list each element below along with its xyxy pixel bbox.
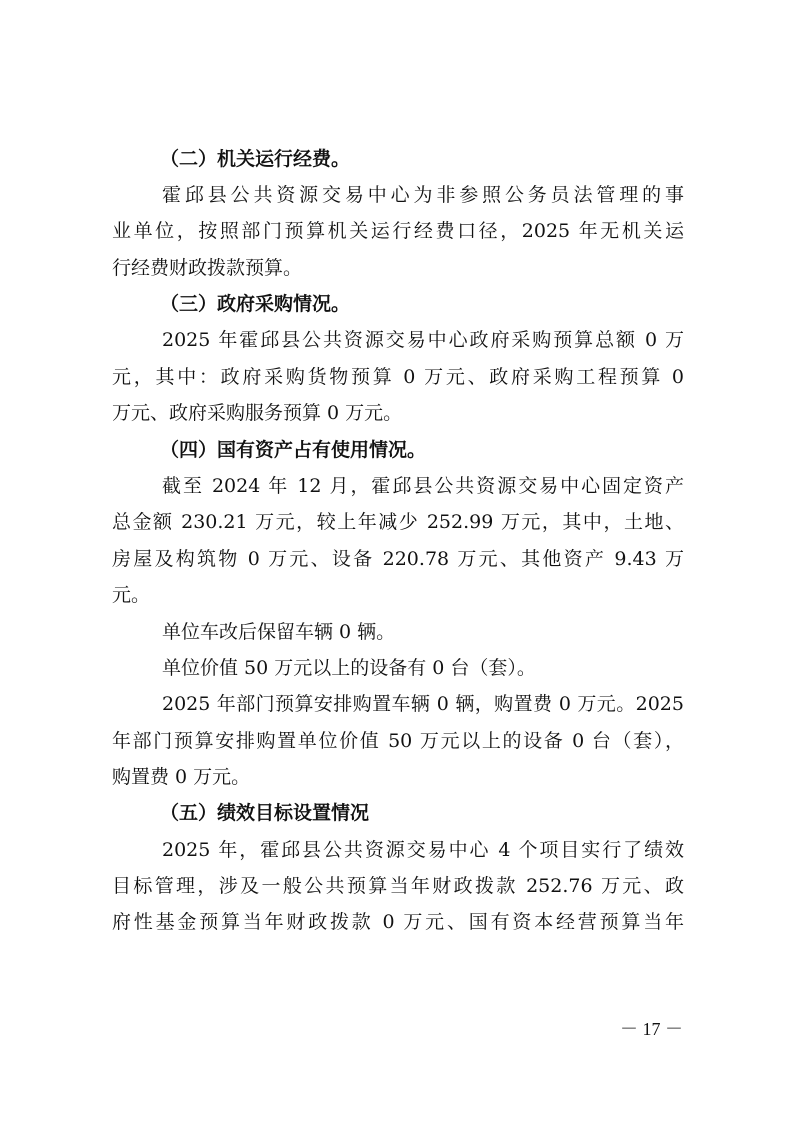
paragraph-line: 行经费财政拨款预算。 bbox=[112, 257, 303, 279]
paragraph-line: 房屋及构筑物 0 万元、设备 220.78 万元、其他资产 9.43 万 bbox=[112, 548, 684, 570]
paragraph-line: 业单位，按照部门预算机关运行经费口径，2025 年无机关运 bbox=[112, 220, 684, 242]
paragraph-line: 年部门预算安排购置单位价值 50 万元以上的设备 0 台（套）， bbox=[112, 730, 684, 752]
paragraph-line: 2025 年部门预算安排购置车辆 0 辆，购置费 0 万元。2025 bbox=[162, 693, 684, 715]
section-heading-four: （四）国有资产占有使用情况。 bbox=[160, 439, 427, 461]
paragraph-line: 2025 年霍邱县公共资源交易中心政府采购预算总额 0 万 bbox=[162, 329, 684, 351]
paragraph-line: 元。 bbox=[112, 584, 151, 606]
section-heading-three: （三）政府采购情况。 bbox=[160, 293, 351, 315]
paragraph-line: 府性基金预算当年财政拨款 0 万元、国有资本经营预算当年 bbox=[112, 911, 684, 933]
page-number: － 17 － bbox=[620, 1019, 683, 1039]
paragraph-line: 元，其中：政府采购货物预算 0 万元、政府采购工程预算 0 bbox=[112, 366, 684, 388]
paragraph-line: 万元、政府采购服务预算 0 万元。 bbox=[112, 402, 403, 424]
paragraph-line: 购置费 0 万元。 bbox=[112, 766, 251, 788]
paragraph-line: 目标管理，涉及一般公共预算当年财政拨款 252.76 万元、政 bbox=[112, 875, 684, 897]
paragraph-line: 单位价值 50 万元以上的设备有 0 台（套）。 bbox=[162, 657, 536, 679]
paragraph-line: 2025 年，霍邱县公共资源交易中心 4 个项目实行了绩效 bbox=[162, 839, 684, 861]
paragraph-line: 单位车改后保留车辆 0 辆。 bbox=[162, 621, 396, 643]
paragraph-line: 截至 2024 年 12 月，霍邱县公共资源交易中心固定资产 bbox=[162, 475, 684, 497]
section-heading-two: （二）机关运行经费。 bbox=[160, 148, 351, 170]
section-heading-five: （五）绩效目标设置情况 bbox=[160, 802, 370, 824]
paragraph-line: 霍邱县公共资源交易中心为非参照公务员法管理的事 bbox=[162, 184, 684, 206]
paragraph-line: 总金额 230.21 万元，较上年减少 252.99 万元，其中，土地、 bbox=[112, 511, 684, 533]
